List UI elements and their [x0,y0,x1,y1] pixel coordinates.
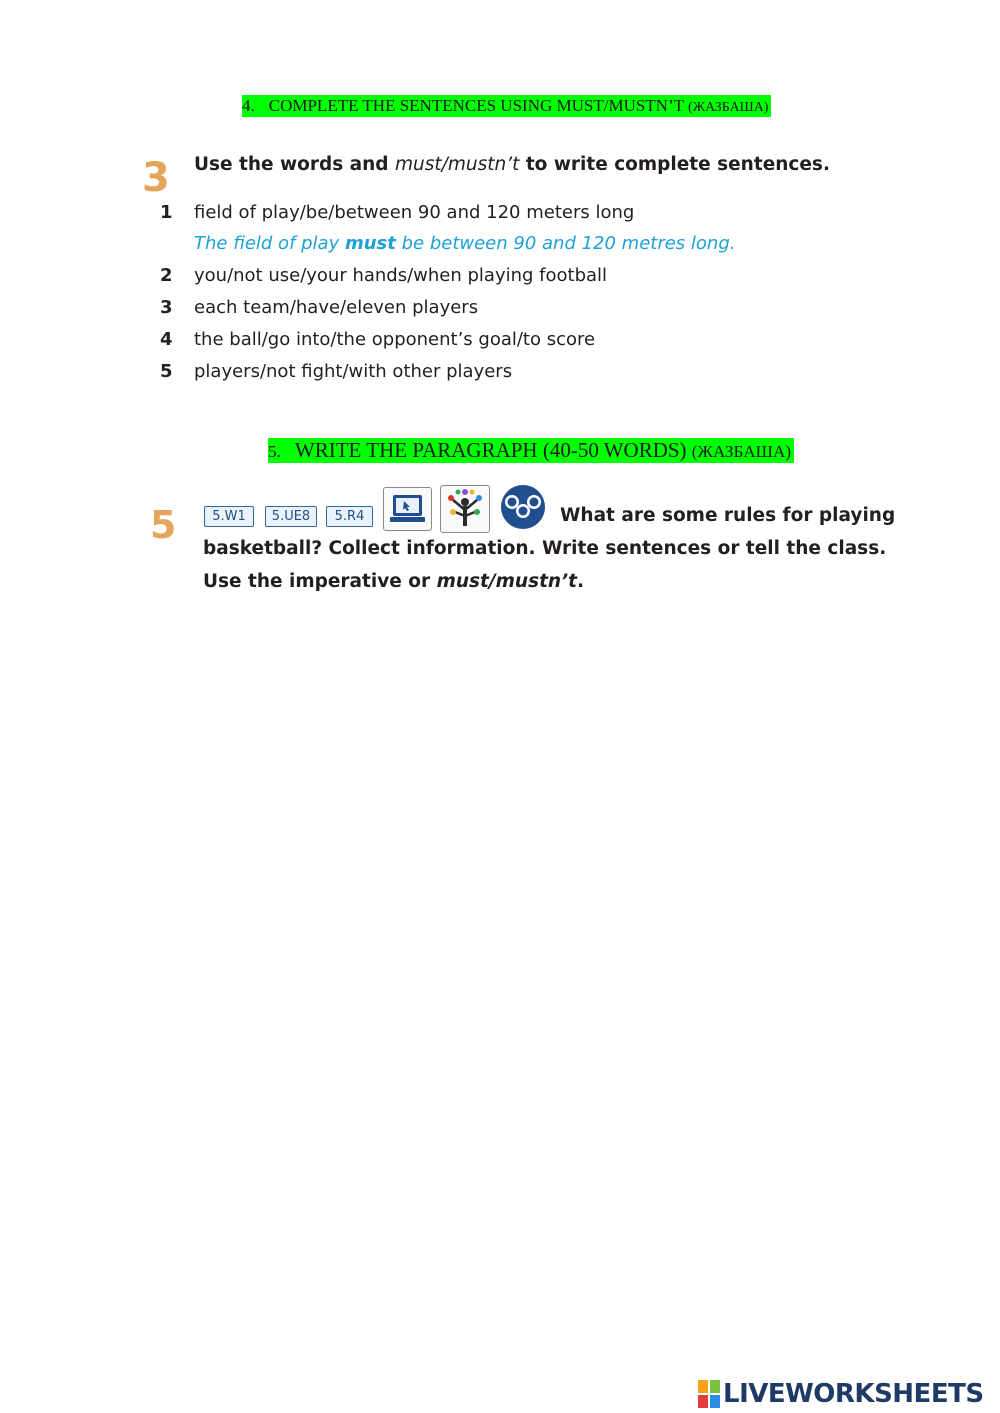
task-4-heading [242,95,771,117]
task-5-number: 5. [268,442,281,461]
exercise-5-line-1: What are some rules for playing [560,505,896,526]
example-answer [194,233,735,254]
liveworksheets-logo [698,1377,984,1411]
computer-icon [383,487,432,531]
task-4-heading-text: COMPLETE THE SENTENCES USING MUST/MUSTN’T [268,96,684,115]
exercise-3-instruction [194,154,830,175]
item-number: 3 [160,297,173,318]
logo-mark-icon [698,1380,720,1408]
logo-text: LIVEWORKSHEETS [723,1379,984,1409]
exercise-3-number: 3 [142,155,170,201]
task-4-suffix: (ЖАЗБАША) [687,100,769,115]
exercise-5-number: 5 [150,503,177,547]
line-3-post: . [576,571,584,592]
badge-w1: 5.W1 [204,506,254,527]
task-5-suffix: (ЖАЗБАША) [691,442,792,461]
item-number: 1 [160,202,173,223]
example-pre: The field of play [194,233,340,254]
item-text: you/not use/your hands/when playing football [194,265,608,286]
line-3-italic: must/mustn’t [436,571,577,592]
task-5-heading [268,438,794,463]
instruction-pre: Use the words and [194,154,389,175]
item-number: 2 [160,265,173,286]
item-text: field of play/be/between 90 and 120 meters long [194,202,635,223]
exercise-5-line-3 [203,571,584,592]
example-post: be between 90 and 120 metres long. [401,233,736,254]
badge-r4: 5.R4 [326,506,373,527]
instruction-italic: must/mustn’t [395,154,520,175]
badge-ue8: 5.UE8 [265,506,317,527]
task-4-number: 4. [242,96,255,115]
instruction-post: to write complete sentences. [525,154,830,175]
item-number: 5 [160,361,173,382]
group-icon [494,484,552,530]
task-5-heading-text: WRITE THE PARAGRAPH (40-50 WORDS) [294,438,687,462]
item-number: 4 [160,329,173,350]
item-text: the ball/go into/the opponent’s goal/to score [194,329,596,350]
exercise-5-line-2: basketball? Collect information. Write sentences or tell the class. [203,538,887,559]
item-text: players/not fight/with other players [194,361,513,382]
example-bold: must [344,233,396,254]
item-text: each team/have/eleven players [194,297,479,318]
line-3-pre: Use the imperative or [203,571,431,592]
tree-people-icon [440,485,490,533]
